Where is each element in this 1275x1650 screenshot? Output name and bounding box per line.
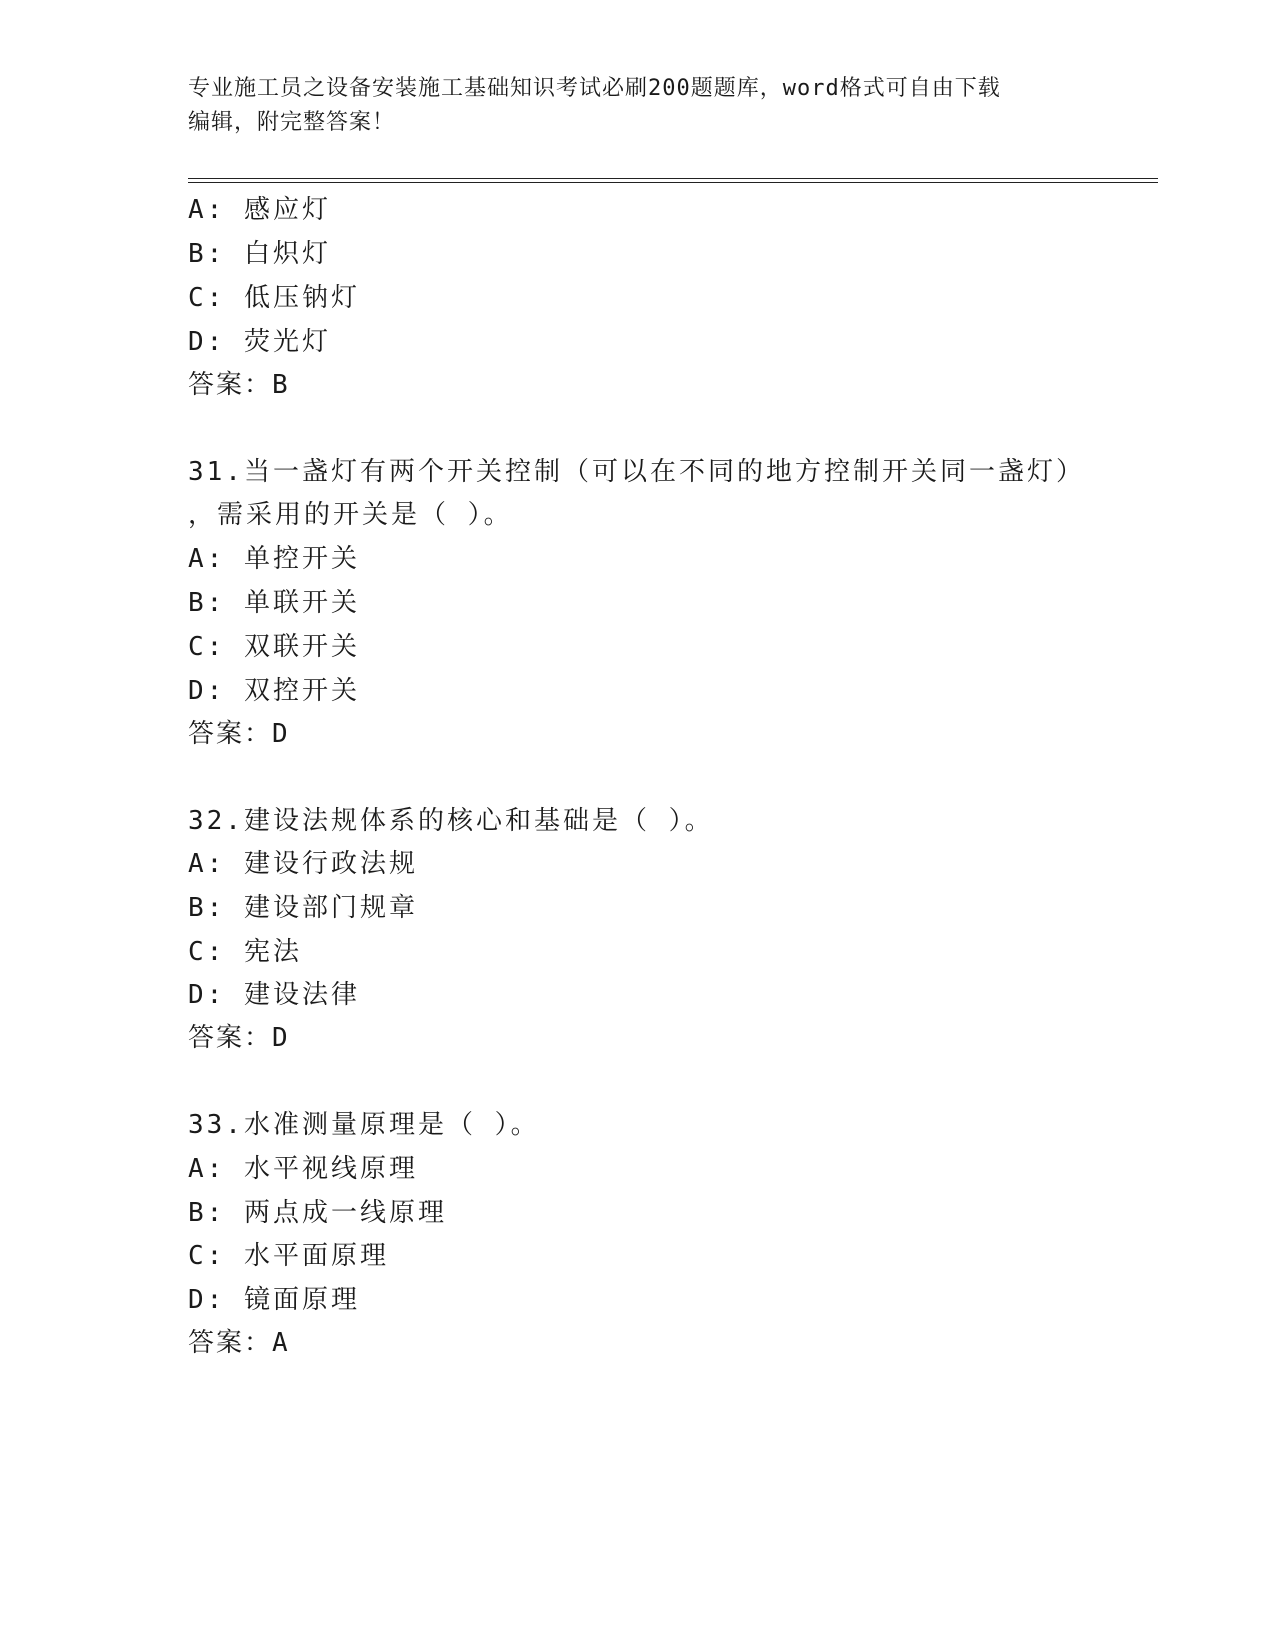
q33-answer: 答案：A [188, 1328, 290, 1358]
q31-stem-line-1: 31.当一盏灯有两个开关控制（可以在不同的地方控制开关同一盏灯） [188, 457, 1085, 487]
q30-option-d: D: 荧光灯 [188, 327, 331, 357]
q32-stem: 32.建设法规体系的核心和基础是（ ）。 [188, 806, 714, 836]
q30-option-a: A: 感应灯 [188, 195, 331, 225]
q33-option-c: C: 水平面原理 [188, 1241, 389, 1271]
q31-option-c: C: 双联开关 [188, 632, 360, 662]
q32-option-d: D: 建设法律 [188, 980, 360, 1010]
q30-answer: 答案：B [188, 370, 290, 400]
q32-option-a: A: 建设行政法规 [188, 849, 418, 879]
q33-stem: 33.水准测量原理是（ ）。 [188, 1110, 540, 1140]
q31-stem-line-2: ，需采用的开关是（ ）。 [188, 500, 513, 530]
q31-option-a: A: 单控开关 [188, 544, 360, 574]
q31-answer: 答案：D [188, 719, 290, 749]
header-line-1: 专业施工员之设备安装施工基础知识考试必刷200题题库，word格式可自由下载 [188, 76, 1001, 101]
q30-option-b: B: 白炽灯 [188, 239, 331, 269]
q32-answer: 答案：D [188, 1023, 290, 1053]
q32-option-c: C: 宪法 [188, 937, 302, 967]
q33-option-b: B: 两点成一线原理 [188, 1198, 447, 1228]
q31-option-b: B: 单联开关 [188, 588, 360, 618]
header-divider [188, 178, 1158, 183]
q30-option-c: C: 低压钠灯 [188, 283, 360, 313]
q33-option-a: A: 水平视线原理 [188, 1154, 418, 1184]
q33-option-d: D: 镜面原理 [188, 1285, 360, 1315]
header-line-2: 编辑，附完整答案！ [188, 110, 396, 135]
q31-option-d: D: 双控开关 [188, 676, 360, 706]
document-header [188, 72, 1088, 140]
q32-option-b: B: 建设部门规章 [188, 893, 418, 923]
